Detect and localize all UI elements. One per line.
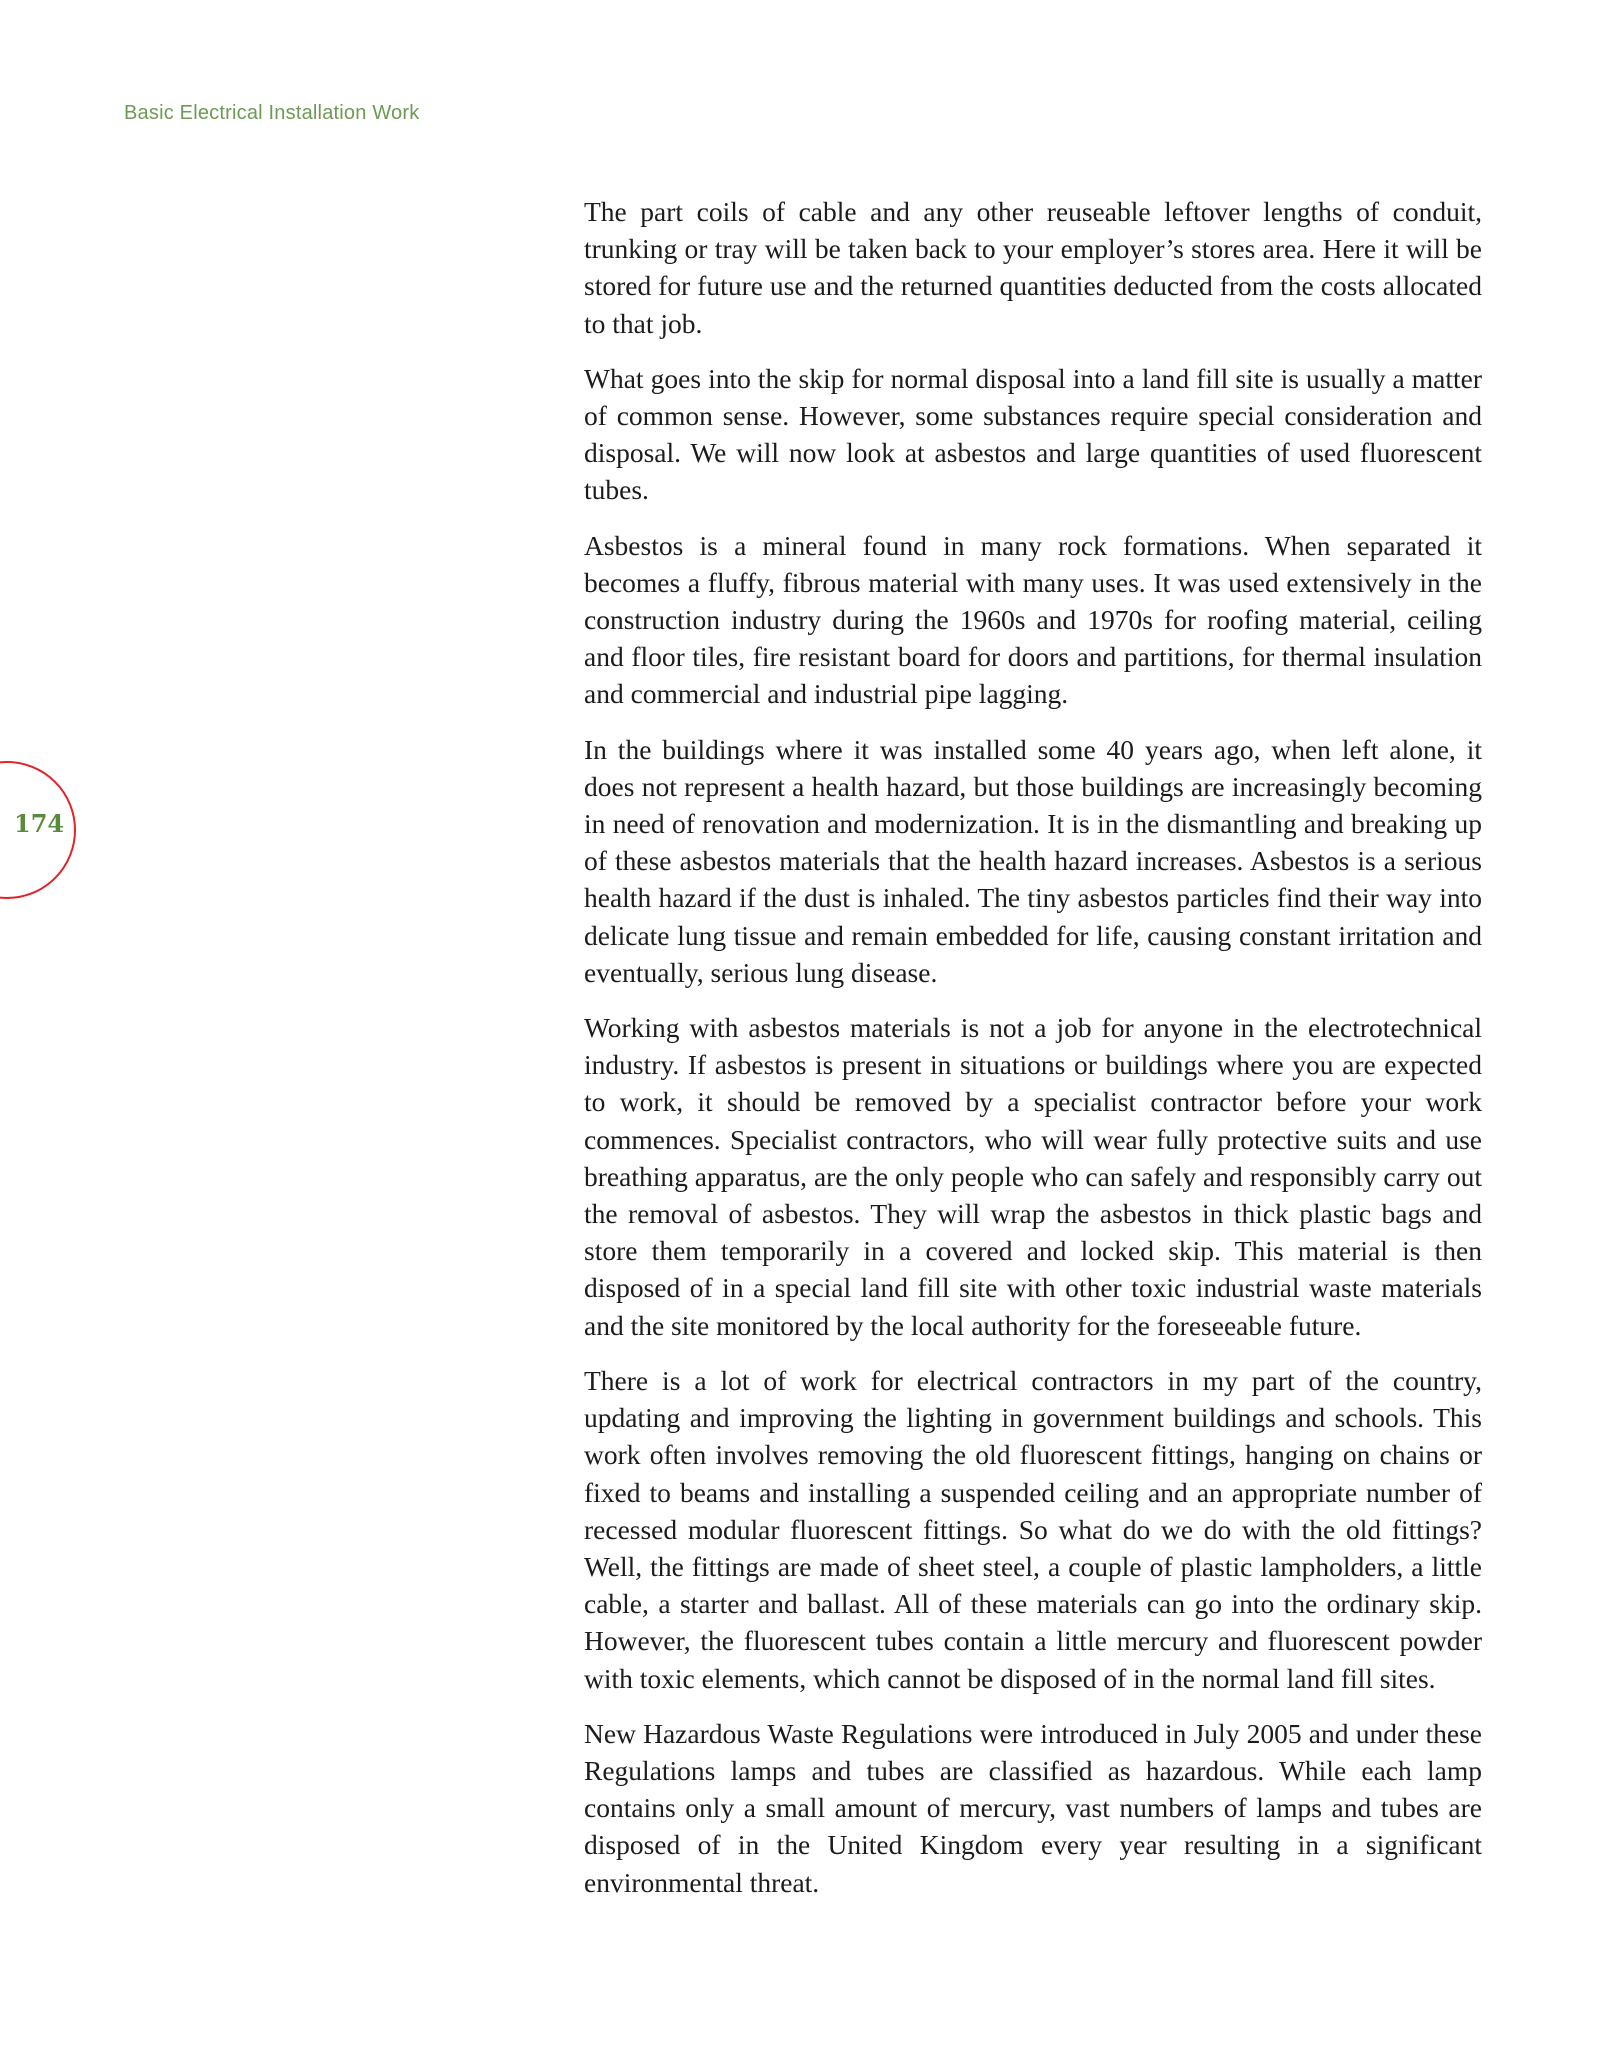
running-header: Basic Electrical Installation Work [124,102,420,124]
paragraph: There is a lot of work for electrical contractors in my part of the country, updating and improving the lighting in government buildings and schools. This work often involves removing the old fluorescent fittings, hanging on chains or fixed to beams and installing a suspended ceiling and an appropriate number of recessed modular fluorescent fittings. So what do we do with the old fittings? Well, the fittings are made of sheet steel, a couple of plastic lampholders, a little cable, a starter and ballast. All of these materials can go into the ordinary skip. However, the fluorescent tubes contain a little mercury and fluorescent powder with toxic elements, which cannot be disposed of in the normal land fill sites. [584,1364,1482,1694]
page-number: 174 [14,809,65,838]
paragraph: What goes into the skip for normal disposal into a land fill site is usually a matter of common sense. However, some substances require special consideration and disposal. We will now look at asbestos and large quantities of used fluorescent tubes. [584,362,1482,506]
paragraph: Asbestos is a mineral found in many rock formations. When separated it becomes a fluffy, fibrous material with many uses. It was used extensively in the construction industry during the 1960s and 1970s for roofing material, ceiling and floor tiles, fire resistant board for doors and partitions, for thermal insulation and commercial and industrial pipe lagging. [584,529,1482,710]
paragraph: The part coils of cable and any other reuseable leftover lengths of conduit, trunking or tray will be taken back to your employer’s stores area. Here it will be stored for future use and the returned quantities deducted from the costs allocated to that job. [584,196,1482,339]
paragraph: New Hazardous Waste Regulations were introduced in July 2005 and under these Regulations lamps and tubes are classified as hazardous. While each lamp contains only a small amount of mercury, vast numbers of lamps and tubes are disposed of in the United Kingdom every year resulting in a significant environmental threat. [584,1717,1482,1898]
paragraph: Working with asbestos materials is not a job for anyone in the electrotechnical industry. If asbestos is present in situations or buildings where you are expected to work, it should be removed by a specialist contractor before your work commences. Specialist contractors, who will wear fully protective suits and use breathing apparatus, are the only people who can safely and responsibly carry out the removal of asbestos. They will wrap the asbestos in thick plastic bags and store them temporarily in a covered and locked skip. This material is then disposed of in a special land fill site with other toxic industrial waste materials and the site monitored by the local authority for the foreseeable future. [584,1012,1482,1341]
body-text [584,193,1482,1919]
paragraph: In the buildings where it was installed some 40 years ago, when left alone, it does not represent a health hazard, but those buildings are increasingly becoming in need of renovation and modernization. It is in the dismantling and breaking up of these asbestos materials that the health hazard increases. Asbestos is a serious health hazard if the dust is inhaled. The tiny asbestos particles find their way into delicate lung tissue and remain embedded for life, causing constant irritation and eventually, serious lung disease. [584,733,1482,988]
